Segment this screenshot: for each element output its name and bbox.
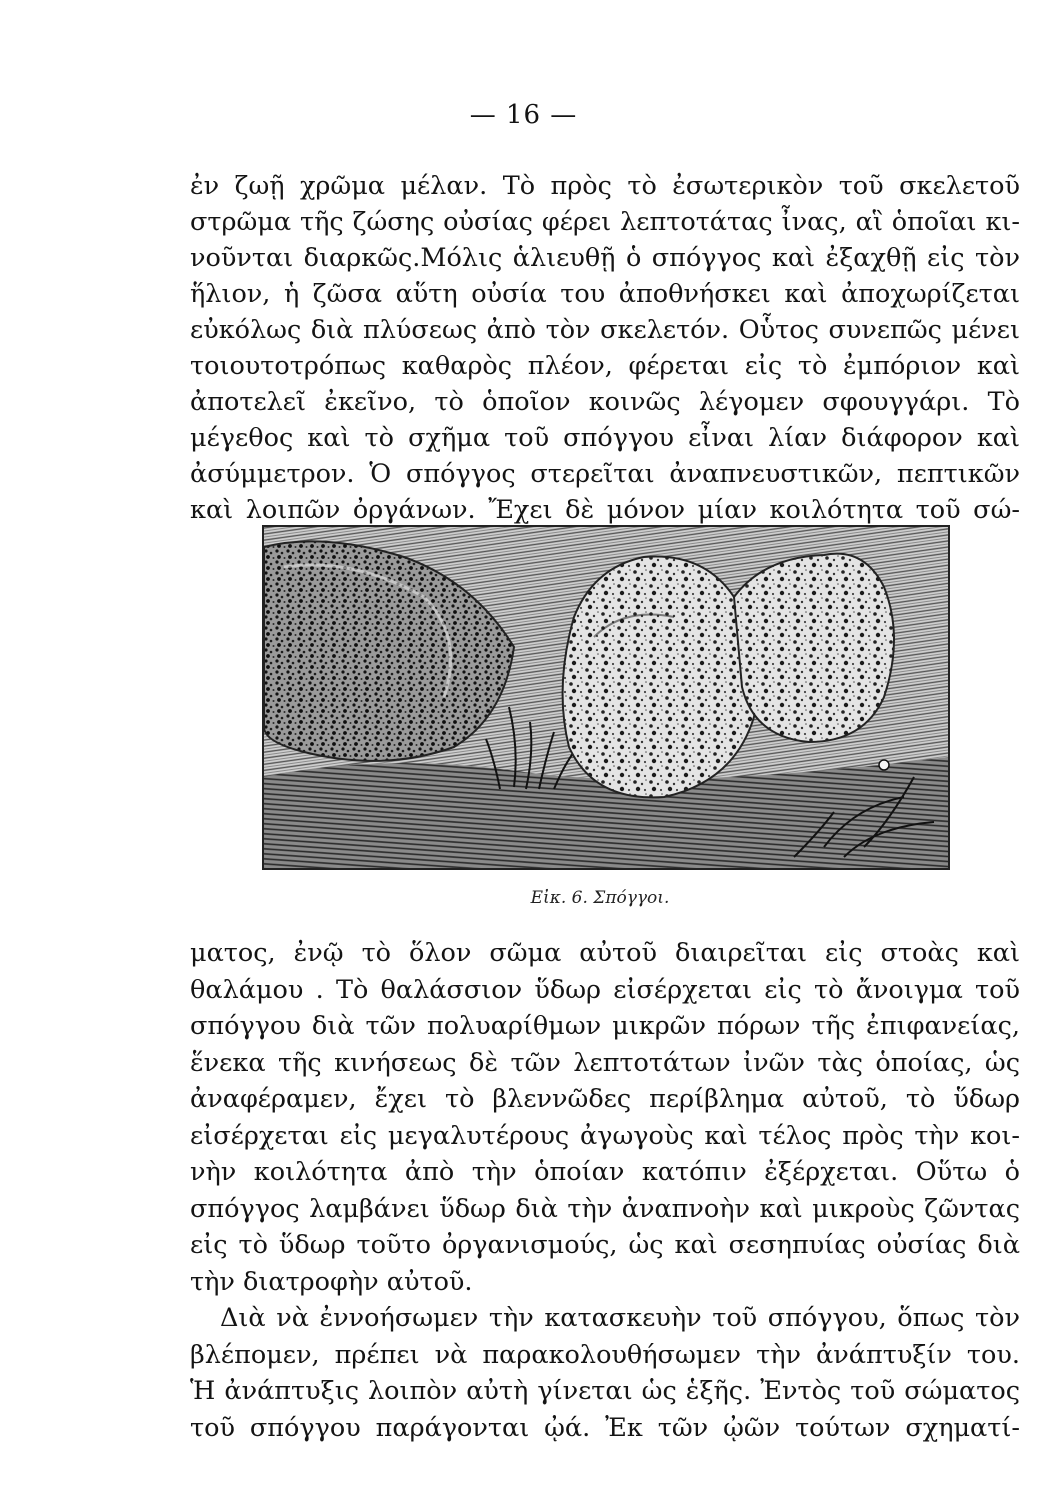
text-line: ἐν ζωῇ χρῶμα μέλαν. Τὸ πρὸς τὸ ἐσωτερικὸν τοῦ σκελετοῦ bbox=[190, 171, 1020, 201]
text-line: τοιουτοτρόπως καθαρὸς πλέον, φέρεται εἰς τὸ ἐμπόριον καὶ bbox=[190, 351, 1020, 381]
text-line: Διὰ νὰ ἐννοήσωμεν τὴν κατασκευὴν τοῦ σπόγγου, ὅπως τὸν bbox=[220, 1303, 1020, 1333]
text-line: ἀσύμμετρον. Ὁ σπόγγος στερεῖται ἀναπνευστικῶν, πεπτικῶν bbox=[190, 459, 1020, 489]
text-line: ἥλιον, ἡ ζῶσα αὕτη οὐσία του ἀποθνήσκει καὶ ἀποχωρίζεται bbox=[190, 279, 1020, 309]
text-line: ματος, ἐνῷ τὸ ὅλον σῶμα αὐτοῦ διαιρεῖται εἰς στοὰς καὶ bbox=[190, 938, 1020, 968]
sponges-illustration bbox=[262, 525, 950, 870]
paragraph-top bbox=[190, 168, 1020, 528]
figure-caption: Εἰκ. 6. Σπόγγοι. bbox=[530, 888, 670, 908]
text-line: τὴν διατροφὴν αὐτοῦ. bbox=[190, 1266, 473, 1297]
text-line: θαλάμου . Τὸ θαλάσσιον ὕδωρ εἰσέρχεται εἰς τὸ ἄνοιγμα τοῦ bbox=[190, 974, 1020, 1005]
text-line: ἕνεκα τῆς κινήσεως δὲ τῶν λεπτοτάτων ἰνῶν τὰς ὁποίας, ὡς bbox=[190, 1047, 1020, 1078]
text-line: νοῦνται διαρκῶς.Μόλις ἁλιευθῇ ὁ σπόγγος καὶ ἐξαχθῇ εἰς τὸν bbox=[190, 243, 1020, 273]
text-line: εἰσέρχεται εἰς μεγαλυτέρους ἀγωγοὺς καὶ τέλος πρὸς τὴν κοι- bbox=[190, 1120, 1020, 1151]
text-line: ἀποτελεῖ ἐκεῖνο, τὸ ὁποῖον κοινῶς λέγομεν σφουγγάρι. Τὸ bbox=[190, 387, 1020, 417]
text-line: σπόγγος λαμβάνει ὕδωρ διὰ τὴν ἀναπνοὴν καὶ μικροὺς ζῶντας bbox=[190, 1193, 1020, 1224]
text-line: μέγεθος καὶ τὸ σχῆμα τοῦ σπόγγου εἶναι λίαν διάφορον καὶ bbox=[190, 423, 1020, 453]
text-line: νὴν κοιλότητα ἀπὸ τὴν ὁποίαν κατόπιν ἐξέρχεται. Οὕτω ὁ bbox=[190, 1157, 1020, 1187]
text-line: καὶ λοιπῶν ὀργάνων. Ἔχει δὲ μόνον μίαν κοιλότητα τοῦ σώ- bbox=[190, 495, 1020, 525]
text-line: ἀναφέραμεν, ἔχει τὸ βλεννῶδες περίβλημα αὐτοῦ, τὸ ὕδωρ bbox=[190, 1084, 1020, 1114]
text-line: τοῦ σπόγγου παράγονται ᾠά. Ἐκ τῶν ᾠῶν τούτων σχηματί- bbox=[190, 1412, 1020, 1443]
text-line: εἰς τὸ ὕδωρ τοῦτο ὀργανισμούς, ὡς καὶ σεσηπυίας οὐσίας διὰ bbox=[190, 1230, 1020, 1260]
page-number: — 16 — bbox=[469, 100, 578, 130]
text-line: εὐκόλως διὰ πλύσεως ἀπὸ τὸν σκελετόν. Οὗτος συνεπῶς μένει bbox=[190, 315, 1020, 345]
text-line: στρῶμα τῆς ζώσης οὐσίας φέρει λεπτοτάτας ἶνας, αἳ ὁποῖαι κι- bbox=[190, 207, 1020, 237]
text-line: Ἡ ἀνάπτυξις λοιπὸν αὐτὴ γίνεται ὡς ἑξῆς. Ἐντὸς τοῦ σώματος bbox=[190, 1376, 1020, 1406]
paragraph-bottom bbox=[190, 935, 1020, 1446]
text-line: βλέπομεν, πρέπει νὰ παρακολουθήσωμεν τὴν ἀνάπτυξίν του. bbox=[190, 1339, 1020, 1370]
text-line: σπόγγου διὰ τῶν πολυαρίθμων μικρῶν πόρων τῆς ἐπιφανείας, bbox=[190, 1011, 1020, 1041]
